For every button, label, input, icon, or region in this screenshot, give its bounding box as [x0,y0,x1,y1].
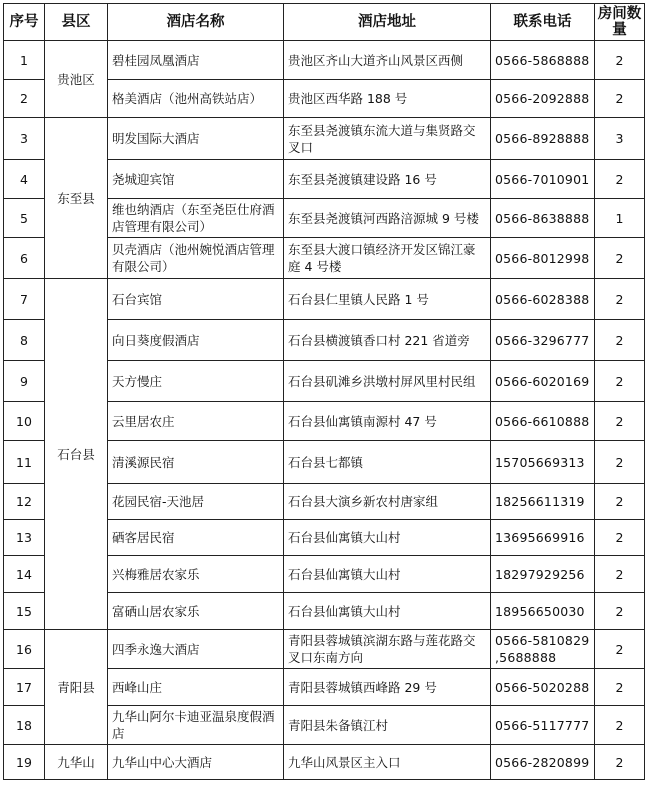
room-count: 2 [595,402,645,441]
room-count: 2 [595,238,645,279]
hotel-phone: 0566-5117777 [491,706,595,745]
hotel-address: 石台县横渡镇香口村 221 省道旁 [284,320,491,361]
row-index: 15 [4,593,45,630]
table-row [4,279,645,320]
header-index: 序号 [4,4,45,41]
hotel-name: 西峰山庄 [108,669,284,706]
row-index: 8 [4,320,45,361]
hotel-phone: 0566-5868888 [491,41,595,80]
room-count: 2 [595,80,645,118]
hotel-address: 石台县仁里镇人民路 1 号 [284,279,491,320]
row-index: 1 [4,41,45,80]
county-cell: 青阳县 [45,630,108,745]
row-index: 6 [4,238,45,279]
table-row [4,745,645,780]
row-index: 16 [4,630,45,669]
hotel-phone: 0566-6020169 [491,361,595,402]
hotel-phone: 0566-6610888 [491,402,595,441]
hotel-address: 东至县尧渡镇建设路 16 号 [284,160,491,199]
hotel-address: 贵池区齐山大道齐山风景区西侧 [284,41,491,80]
hotel-name: 石台宾馆 [108,279,284,320]
row-index: 11 [4,441,45,484]
hotel-phone: 0566-7010901 [491,160,595,199]
county-cell: 石台县 [45,279,108,630]
header-hotel-address: 酒店地址 [284,4,491,41]
row-index: 10 [4,402,45,441]
hotel-phone: 18297929256 [491,556,595,593]
row-index: 13 [4,520,45,556]
room-count: 2 [595,361,645,402]
hotel-address: 九华山风景区主入口 [284,745,491,780]
table-row [4,41,645,80]
county-cell: 九华山 [45,745,108,780]
hotel-name: 硒客居民宿 [108,520,284,556]
hotel-name: 清溪源民宿 [108,441,284,484]
row-index: 14 [4,556,45,593]
header-hotel-name: 酒店名称 [108,4,284,41]
hotel-phone: 0566-8638888 [491,199,595,238]
hotel-address: 石台县仙寓镇南源村 47 号 [284,402,491,441]
row-index: 7 [4,279,45,320]
header-county: 县区 [45,4,108,41]
hotel-address: 石台县大演乡新农村唐家组 [284,484,491,520]
hotel-address: 石台县仙寓镇大山村 [284,520,491,556]
room-count: 2 [595,160,645,199]
hotel-address: 东至县尧渡镇东流大道与集贤路交叉口 [284,118,491,160]
row-index: 17 [4,669,45,706]
room-count: 2 [595,484,645,520]
hotel-address: 东至县大渡口镇经济开发区锦江豪庭 4 号楼 [284,238,491,279]
hotel-name: 格美酒店（池州高铁站店） [108,80,284,118]
hotel-address: 青阳县蓉城镇西峰路 29 号 [284,669,491,706]
row-index: 12 [4,484,45,520]
header-row [4,4,645,41]
hotel-name: 碧桂园凤凰酒店 [108,41,284,80]
row-index: 3 [4,118,45,160]
hotel-phone: 18956650030 [491,593,595,630]
hotel-name: 九华山中心大酒店 [108,745,284,780]
room-count: 2 [595,279,645,320]
county-cell: 贵池区 [45,41,108,118]
row-index: 9 [4,361,45,402]
hotel-name: 九华山阿尔卡迪亚温泉度假酒店 [108,706,284,745]
hotel-phone: 0566-3296777 [491,320,595,361]
hotel-name: 天方慢庄 [108,361,284,402]
room-count: 2 [595,41,645,80]
hotel-phone: 0566-5020288 [491,669,595,706]
row-index: 4 [4,160,45,199]
hotel-phone: 18256611319 [491,484,595,520]
hotel-name: 明发国际大酒店 [108,118,284,160]
hotel-phone: 15705669313 [491,441,595,484]
hotel-name: 花园民宿-天池居 [108,484,284,520]
table-body [4,41,645,780]
county-cell: 东至县 [45,118,108,279]
hotel-address: 石台县仙寓镇大山村 [284,593,491,630]
row-index: 5 [4,199,45,238]
row-index: 18 [4,706,45,745]
hotel-name: 维也纳酒店（东至尧臣仕府酒店管理有限公司） [108,199,284,238]
table-row [4,630,645,669]
hotel-phone: 0566-8012998 [491,238,595,279]
hotel-phone: 0566-2092888 [491,80,595,118]
hotel-name: 兴梅雅居农家乐 [108,556,284,593]
room-count: 2 [595,669,645,706]
hotel-phone: 0566-8928888 [491,118,595,160]
hotel-address: 石台县七都镇 [284,441,491,484]
hotel-address: 青阳县朱备镇江村 [284,706,491,745]
hotel-address: 青阳县蓉城镇滨湖东路与莲花路交叉口东南方向 [284,630,491,669]
hotel-address: 石台县矶滩乡洪墩村屏风里村民组 [284,361,491,402]
hotel-phone: 0566-6028388 [491,279,595,320]
hotel-name: 贝壳酒店（池州婉悦酒店管理有限公司） [108,238,284,279]
hotel-address: 东至县尧渡镇河西路涪源城 9 号楼 [284,199,491,238]
room-count: 1 [595,199,645,238]
room-count: 2 [595,520,645,556]
header-rooms: 房间数量 [595,4,645,41]
hotel-phone: 0566-2820899 [491,745,595,780]
room-count: 2 [595,320,645,361]
hotel-name: 四季永逸大酒店 [108,630,284,669]
room-count: 2 [595,630,645,669]
room-count: 2 [595,745,645,780]
room-count: 2 [595,593,645,630]
hotel-phone: 0566-5810829 ,5688888 [491,630,595,669]
hotel-name: 云里居农庄 [108,402,284,441]
hotel-name: 向日葵度假酒店 [108,320,284,361]
header-phone: 联系电话 [491,4,595,41]
hotel-phone: 13695669916 [491,520,595,556]
hotel-address: 石台县仙寓镇大山村 [284,556,491,593]
room-count: 2 [595,441,645,484]
room-count: 2 [595,706,645,745]
table-row [4,118,645,160]
room-count: 3 [595,118,645,160]
hotel-address: 贵池区西华路 188 号 [284,80,491,118]
row-index: 2 [4,80,45,118]
hotel-table [3,3,645,780]
room-count: 2 [595,556,645,593]
row-index: 19 [4,745,45,780]
hotel-name: 富硒山居农家乐 [108,593,284,630]
hotel-name: 尧城迎宾馆 [108,160,284,199]
